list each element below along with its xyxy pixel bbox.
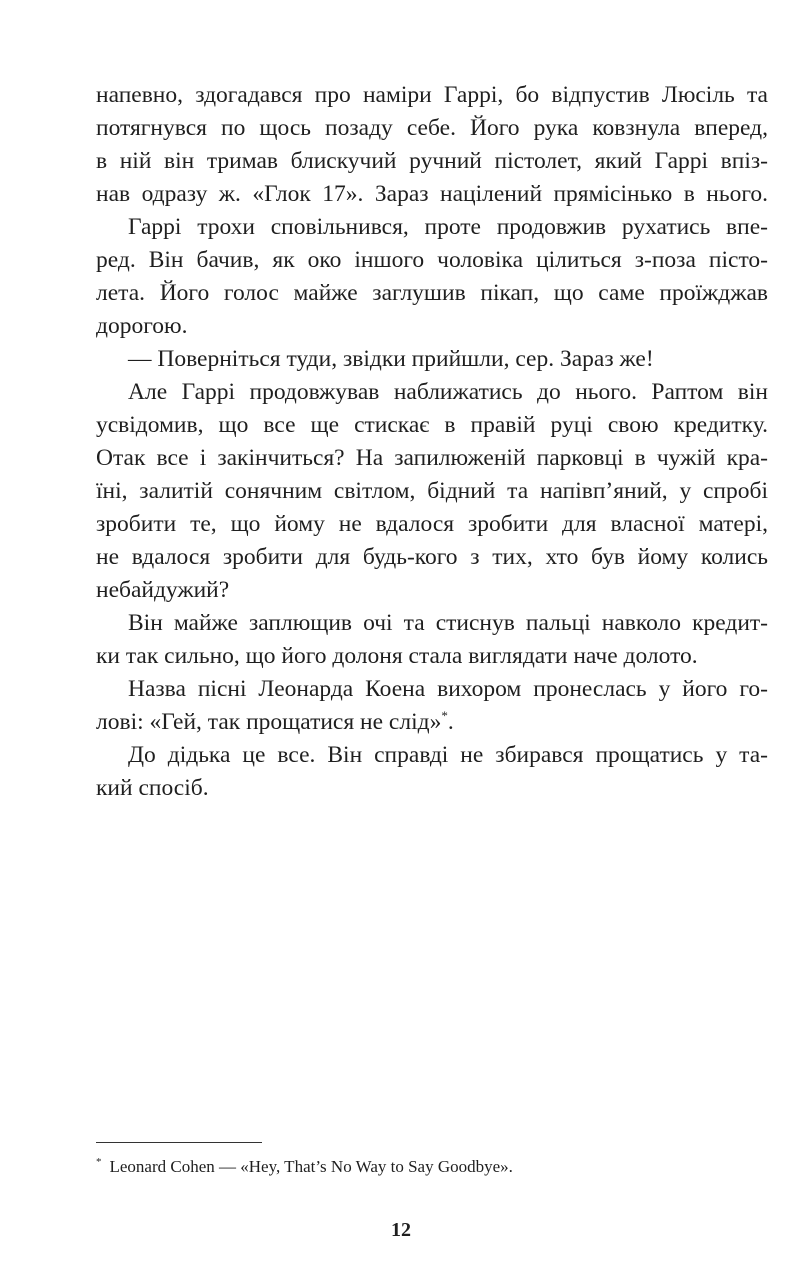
footnote-reference: * xyxy=(441,708,448,724)
footnote-divider xyxy=(96,1142,262,1143)
text-line: їні, залитій сонячним світлом, бідний та напівп’яний, у спробі xyxy=(96,478,768,504)
text-line: не вдалося зробити для будь-кого з тих, хто був йому колись xyxy=(96,544,768,570)
text-line: дорогою. xyxy=(96,313,188,339)
text-line: нав одразу ж. «Глок 17». Зараз націлений прямісінько в нього. xyxy=(96,181,768,207)
text-line: Гаррі трохи сповільнився, проте продовжив рухатись впе- xyxy=(128,214,768,240)
text-line: потягнувся по щось позаду себе. Його рука ковзнула вперед, xyxy=(96,115,768,141)
text-line: ки так сильно, що його долоня стала виглядати наче долото. xyxy=(96,643,698,669)
text-line: Отак все і закінчиться? На запилюженій парковці в чужій кра- xyxy=(96,445,768,471)
text-line: ред. Він бачив, як око іншого чоловіка цілиться з-поза пісто- xyxy=(96,247,768,273)
text-line: Назва пісні Леонарда Коена вихором пронеслась у його го- xyxy=(128,676,768,702)
text-line: До дідька це все. Він справді не збирався прощатись у та- xyxy=(128,742,768,768)
text-line xyxy=(96,707,768,737)
dialogue-line: — Поверніться туди, звідки прийшли, сер. Зараз же! xyxy=(128,346,654,372)
text-line: Він майже заплющив очі та стиснув пальці навколо кредит- xyxy=(128,610,768,636)
page-number: 12 xyxy=(391,1219,411,1241)
text-line: лета. Його голос майже заглушив пікап, що саме проїжджав xyxy=(96,280,768,306)
sentence-period: . xyxy=(447,709,454,735)
text-line: напевно, здогадався про наміри Гаррі, бо відпустив Люсіль та xyxy=(96,82,768,108)
text-line: в ній він тримав блискучий ручний пістолет, який Гаррі впіз- xyxy=(96,148,768,174)
text-line: небайдужий? xyxy=(96,577,230,603)
footnote xyxy=(96,1156,513,1178)
text-line: кий спосіб. xyxy=(96,775,209,801)
footnote-marker: * xyxy=(96,1156,102,1169)
text-line: усвідомив, що все ще стискає в правій руці свою кредитку. xyxy=(96,412,768,438)
footnote-text: Leonard Cohen — «Hey, That’s No Way to Say Goodbye». xyxy=(109,1157,513,1176)
text-line: Але Гаррі продовжував наближатись до нього. Раптом він xyxy=(128,379,768,405)
text-line: зробити те, що йому не вдалося зробити для власної матері, xyxy=(96,511,768,537)
text-line-content: лові: «Гей, так прощатися не слід» xyxy=(96,709,442,735)
